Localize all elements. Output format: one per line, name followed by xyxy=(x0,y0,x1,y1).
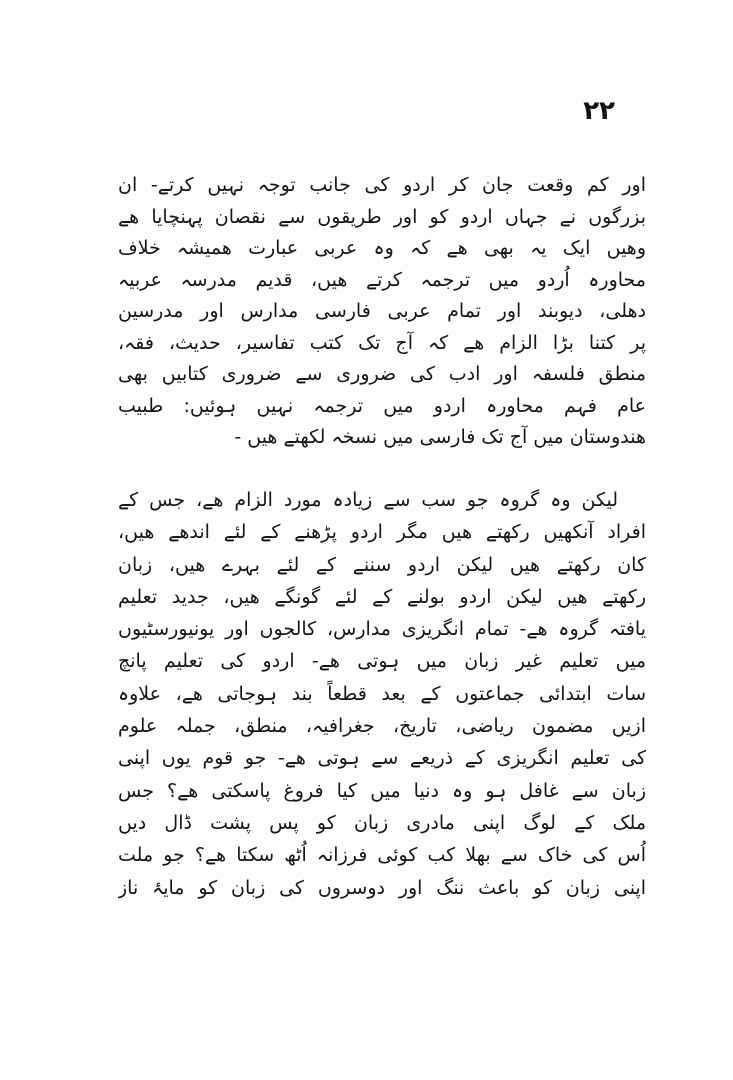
text-line: کی تعلیم انگریزی کے ذریعے سے ہوتی ھے- جو قوم یوں اپنی xyxy=(118,747,646,770)
text-line: رکھتے ھیں لیکن اردو بولنے کے لئے گونگے ھیں، جدید تعلیم xyxy=(118,585,646,608)
text-line: ازیں مضمون ریاضی، تاریخ، جغرافیہ، منطق، جملہ علوم xyxy=(118,715,646,738)
text-line: اُس کی خاک سے بھلا کب کوئی فرزانہ اُٹھ سکتا ھے؟ جو ملت xyxy=(118,844,646,867)
text-line: بزرگوں نے جہاں اردو کو اور طریقوں سے نقصان پہنچایا ھے xyxy=(118,205,646,228)
text-line: محاورہ اُردو میں ترجمہ کرتے ھیں، قدیم مدرسہ عربیہ xyxy=(118,268,646,291)
text-line: دھلی، دیوبند اور تمام عربی فارسی مدارس اور مدرسین xyxy=(118,300,646,322)
text-line: وھیں ایک یہ بھی ھے کہ وہ عربی عبارت ھمیشہ خلاف xyxy=(118,237,646,259)
text-line: لیکن وہ گروہ جو سب سے زیادہ مورد الزام ھے، جس کے xyxy=(118,489,618,511)
text-line: میں تعلیم غیر زبان میں ہوتی ھے- اردو کی تعلیم پانچ xyxy=(118,650,646,673)
text-line: کان رکھتے ھیں لیکن اردو سننے کے لئے بہرے ھیں، زبان xyxy=(118,553,646,576)
text-line: ھندوستان میں آج تک فارسی میں نسخہ لکھتے ھیں - xyxy=(234,426,646,448)
text-line: منطق فلسفہ اور ادب کی ضروری سے ضروری کتابیں بھی xyxy=(118,363,646,385)
text-line: یافتہ گروہ ھے- تمام انگریزی مدارس، کالجوں اور یونیورسٹیوں xyxy=(118,618,646,641)
paragraph-1 xyxy=(118,170,646,454)
text-line: پر کتنا بڑا الزام ھے کہ آج تک کتب تفاسیر، حدیث، فقہ، xyxy=(118,331,646,354)
page-number: ۲۲ xyxy=(583,96,615,126)
text-line: عام فہم محاورہ اردو میں ترجمہ نہیں ہوئیں: طبیب xyxy=(118,394,646,417)
text-line: ملک کے لوگ اپنی مادری زبان کو پس پشت ڈال دیں xyxy=(118,811,646,834)
paragraph-2 xyxy=(118,484,646,904)
text-line: اور کم وقعت جان کر اردو کی جانب توجہ نہیں کرتے- ان xyxy=(118,174,646,196)
text-line: سات ابتدائی جماعتوں کے بعد قطعاً بند ہوجاتی ھے، علاوہ xyxy=(118,682,646,705)
text-line: اپنی زبان کو باعث ننگ اور دوسروں کی زبان کو مایۂ ناز xyxy=(118,876,646,899)
text-line: افراد آنکھیں رکھتے ھیں مگر اردو پڑھنے کے لئے اندھے ھیں، xyxy=(118,521,646,544)
text-line: زبان سے غافل ہو وہ دنیا میں کیا فروغ پاسکتی ھے؟ جس xyxy=(118,779,646,802)
